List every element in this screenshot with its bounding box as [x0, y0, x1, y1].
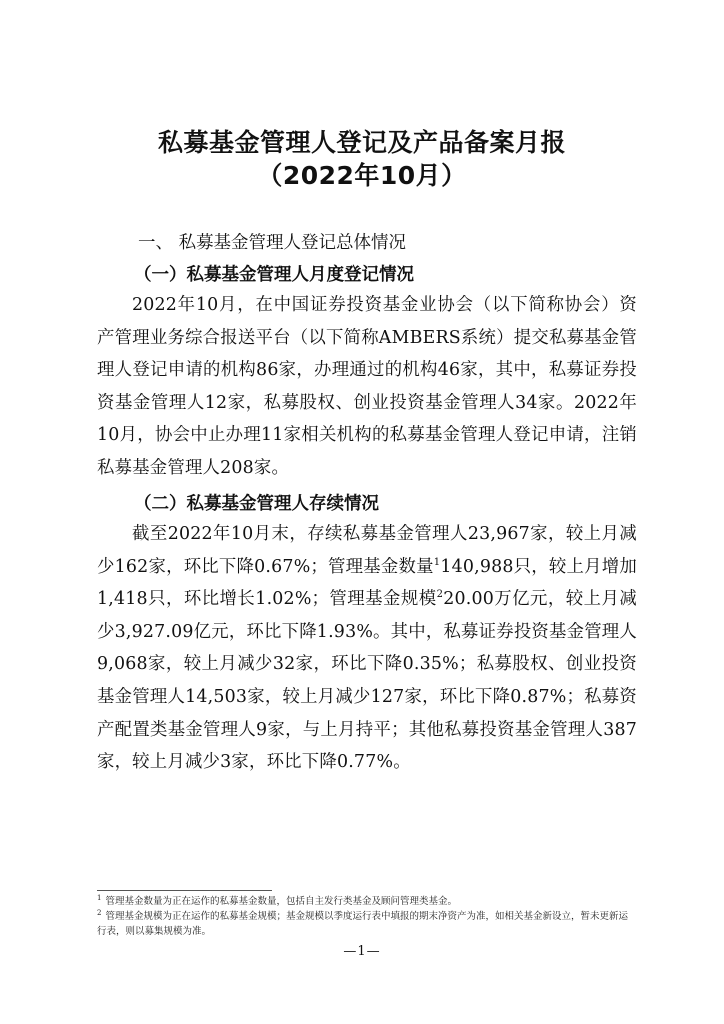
footnote-ref-2: 2 [436, 589, 444, 601]
section-heading-1: 一、 私募基金管理人登记总体情况 [138, 233, 407, 253]
footnote-2 [97, 909, 637, 939]
footnote-divider [97, 890, 272, 891]
para2-part-b: 140,988只，较上月增加1,418只，环比增长1.02%；管理基金规模 [97, 556, 638, 610]
report-title: 私募基金管理人登记及产品备案月报 [157, 128, 566, 157]
footnote-2-text: 管理基金规模为正在运作的私募基金规模；基金规模以季度运行表中填报的期末净资产为准，如相关基金新设立，暂未更新运行表，则以募集规模为准。 [97, 911, 628, 937]
footnote-2-marker: 2 [97, 908, 102, 917]
footnote-1-text: 管理基金数量为正在运作的私募基金数量，包括自主发行类基金及顾问管理类基金。 [105, 896, 457, 907]
para2-part-c: 20.00万亿元，较上月减少3,927.09亿元，环比下降1.93%。其中，私募证券投资基金管理人9,068家，较上月减少32家，环比下降0.35%；私募股权、创业投资基金管理人14,503家，较上月减少127家，环比下降0.87%；私募资产配置类基金管理人9家，与上月持平；其他私募投资基金管理人387家，较上月减少3家，环比下降0.77%。 [97, 589, 638, 773]
paragraph-existing-managers [97, 518, 637, 779]
para2-part-a: 截至2022年10月末，存续私募基金管理人23,967家，较上月减少162家，环比下降0.67%；管理基金数量 [97, 524, 637, 577]
footnote-1 [97, 894, 637, 909]
footnote-1-marker: 1 [97, 893, 102, 902]
subsection-heading-1: （一）私募基金管理人月度登记情况 [134, 265, 414, 285]
subsection-heading-2: （二）私募基金管理人存续情况 [134, 494, 379, 514]
report-period: （2022年10月） [257, 161, 467, 190]
paragraph-monthly-registration: 2022年10月，在中国证券投资基金业协会（以下简称协会）资产管理业务综合报送平台（以下简称AMBERS系统）提交私募基金管理人登记申请的机构86家，办理通过的机构46家，其中，私募证券投资基金管理人12家，私募股权、创业投资基金管理人34家。2022年10月，协会中止办理11家相关机构的私募基金管理人登记申请，注销私募基金管理人208家。 [97, 295, 637, 478]
footnote-ref-1: 1 [433, 556, 441, 568]
page-number: —1— [343, 944, 381, 959]
